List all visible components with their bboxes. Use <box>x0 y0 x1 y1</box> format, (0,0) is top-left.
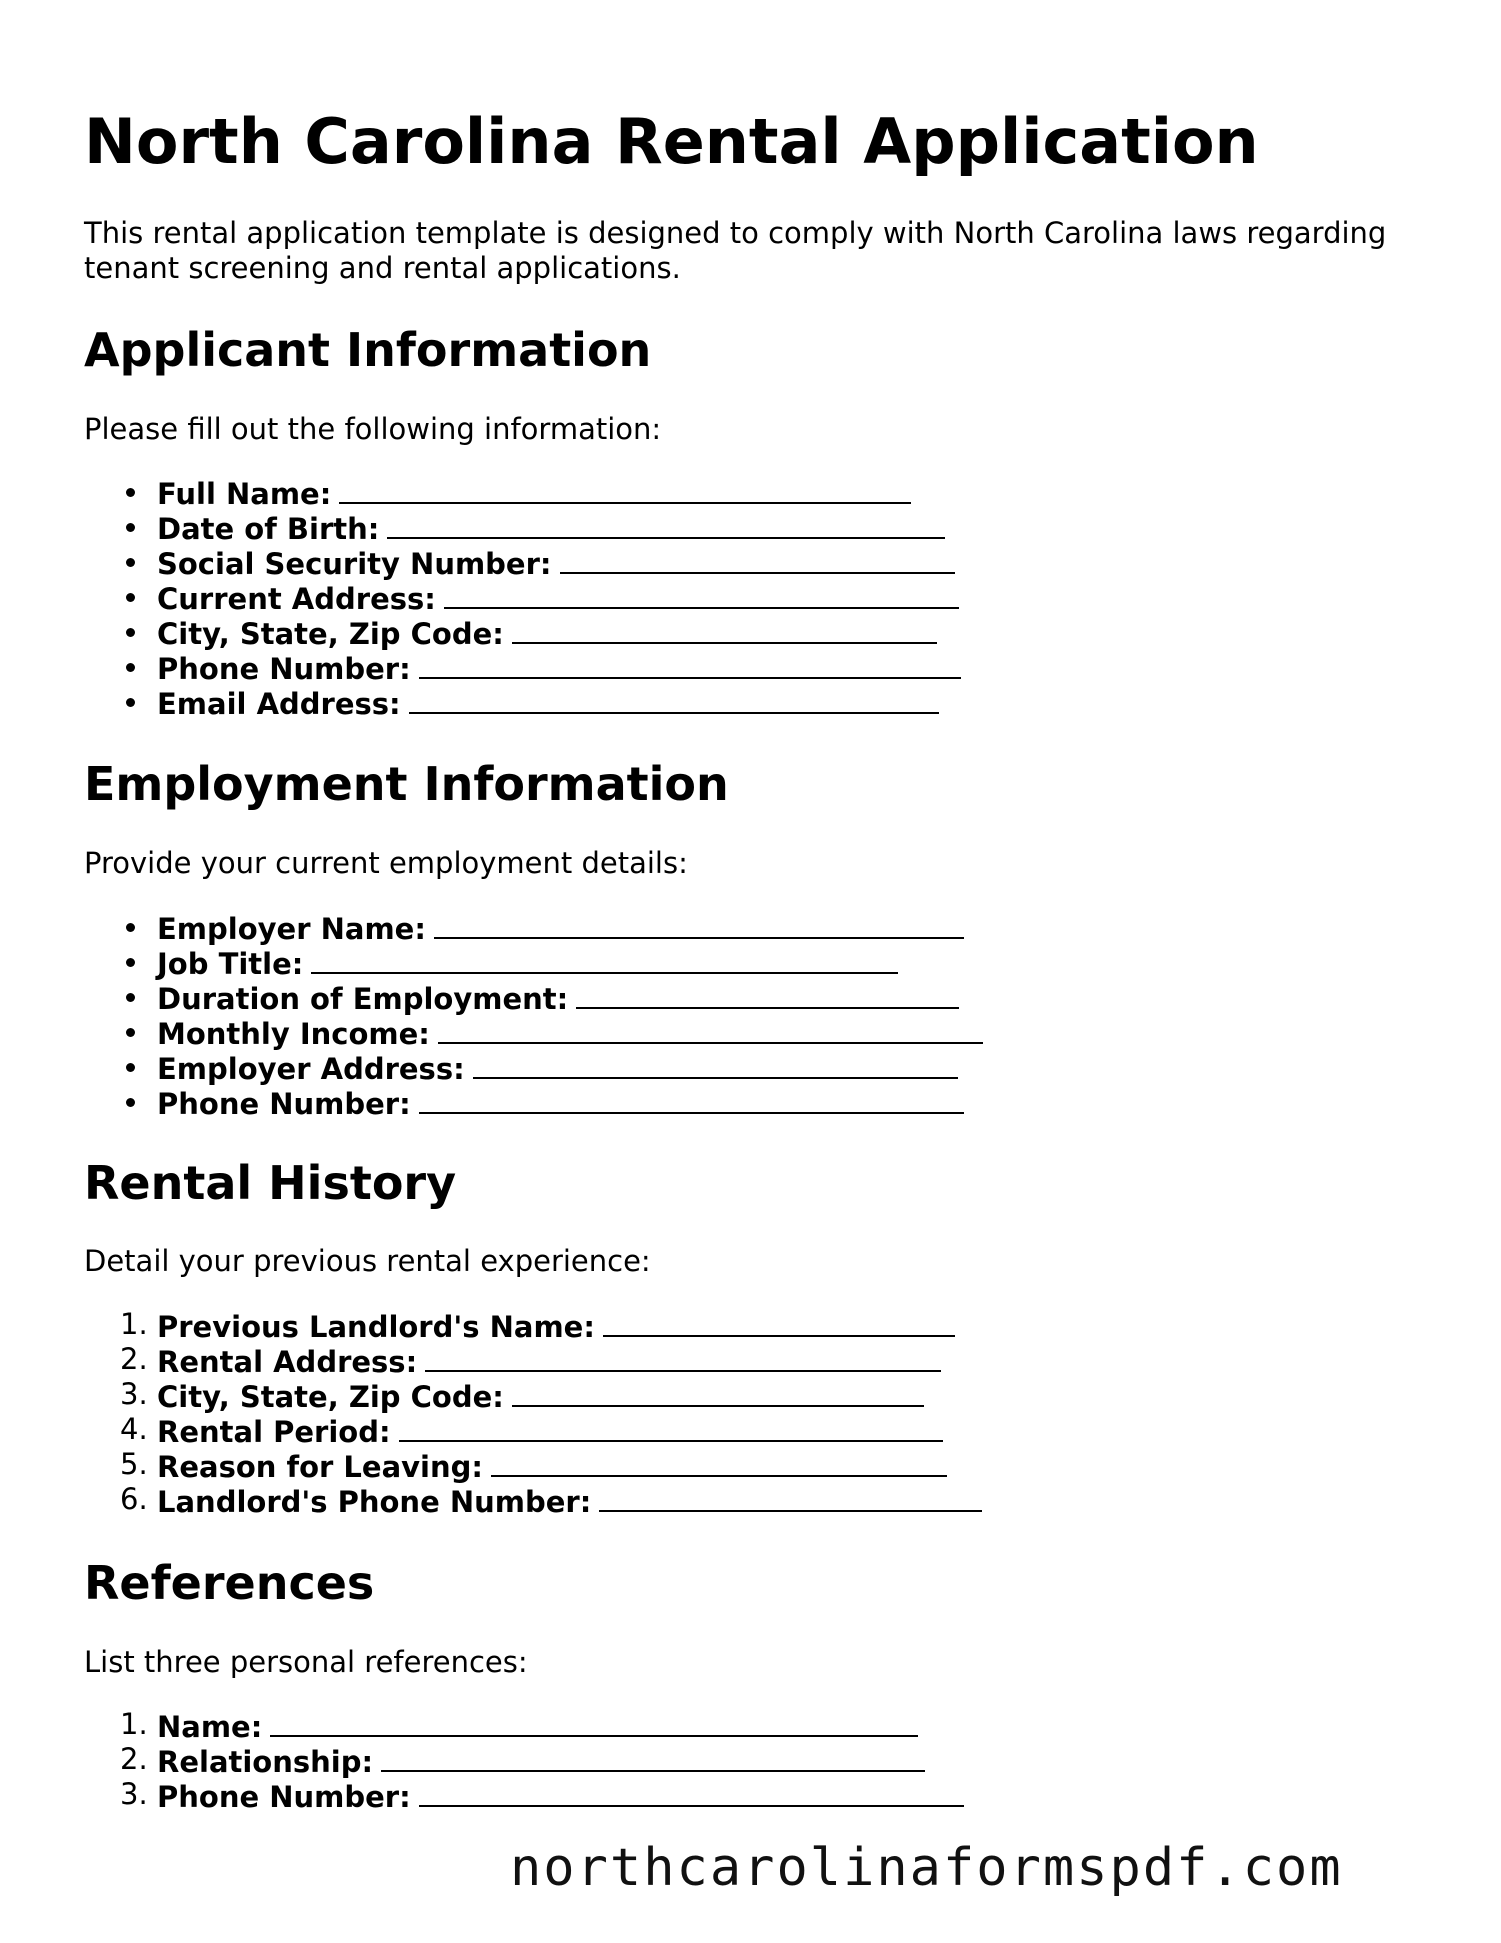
field-label: City, State, Zip Code: <box>157 1380 504 1414</box>
reference-phone-number-blank[interactable] <box>419 1777 964 1807</box>
reason-for-leaving-blank[interactable] <box>491 1447 947 1477</box>
rental-history-heading: Rental History <box>84 1156 457 1210</box>
website-watermark: northcarolinaformspdf.com <box>510 1838 1343 1898</box>
references-field-list <box>84 1707 964 1812</box>
date-of-birth-blank[interactable] <box>387 509 945 539</box>
field-label: Previous Landlord's Name: <box>157 1310 595 1344</box>
monthly-income-blank[interactable] <box>438 1014 983 1044</box>
field-label: Relationship: <box>157 1745 374 1779</box>
landlord-phone-number-blank[interactable] <box>599 1482 982 1512</box>
list-item <box>84 1482 982 1517</box>
full-name-blank[interactable] <box>339 474 911 504</box>
field-label: Duration of Employment: <box>157 982 569 1016</box>
item-number: 5. <box>120 1447 148 1481</box>
list-item <box>84 1307 982 1342</box>
reference-relationship-blank[interactable] <box>381 1742 925 1772</box>
list-item <box>84 684 961 719</box>
current-address-blank[interactable] <box>444 579 959 609</box>
list-item <box>84 614 961 649</box>
item-number: 3. <box>120 1777 148 1811</box>
list-item <box>84 1707 964 1742</box>
phone-number-blank[interactable] <box>419 649 961 679</box>
field-label: Full Name: <box>157 477 332 511</box>
field-label: Phone Number: <box>157 1087 411 1121</box>
list-item <box>84 1777 964 1812</box>
employer-name-blank[interactable] <box>434 909 964 939</box>
field-label: Job Title: <box>157 947 304 981</box>
field-label: Employer Name: <box>157 912 426 946</box>
rental-period-blank[interactable] <box>399 1412 943 1442</box>
field-label: Current Address: <box>157 582 436 616</box>
ssn-blank[interactable] <box>560 544 955 574</box>
item-number: 2. <box>120 1742 148 1776</box>
list-item <box>84 909 983 944</box>
list-item <box>84 649 961 684</box>
rental-history-lead: Detail your previous rental experience: <box>84 1244 651 1278</box>
employment-heading: Employment Information <box>84 757 729 811</box>
field-label: Employer Address: <box>157 1052 465 1086</box>
list-item <box>84 1412 982 1447</box>
email-address-blank[interactable] <box>409 684 939 714</box>
employment-lead: Provide your current employment details: <box>84 846 688 880</box>
page-title: North Carolina Rental Application <box>84 105 1259 178</box>
reference-name-blank[interactable] <box>270 1707 918 1737</box>
item-number: 1. <box>120 1307 148 1341</box>
applicant-field-list <box>84 474 961 719</box>
applicant-heading: Applicant Information <box>84 323 652 377</box>
previous-landlord-name-blank[interactable] <box>603 1307 955 1337</box>
item-number: 2. <box>120 1342 148 1376</box>
list-item <box>84 1377 982 1412</box>
intro-text: This rental application template is designed to comply with North Carolina laws regarding tenant screening and rental applications. <box>84 216 1387 285</box>
list-item <box>84 1014 983 1049</box>
field-label: Email Address: <box>157 687 401 721</box>
field-label: Monthly Income: <box>157 1017 430 1051</box>
field-label: Reason for Leaving: <box>157 1450 483 1484</box>
references-lead: List three personal references: <box>84 1645 528 1679</box>
item-number: 4. <box>120 1412 148 1446</box>
employer-address-blank[interactable] <box>473 1049 958 1079</box>
field-label: Name: <box>157 1710 263 1744</box>
list-item <box>84 544 961 579</box>
list-item <box>84 979 983 1014</box>
field-label: City, State, Zip Code: <box>157 617 504 651</box>
employment-field-list <box>84 909 983 1119</box>
list-item <box>84 509 961 544</box>
list-item <box>84 1742 964 1777</box>
city-state-zip-blank[interactable] <box>512 614 937 644</box>
field-label: Rental Address: <box>157 1345 418 1379</box>
field-label: Rental Period: <box>157 1415 391 1449</box>
employer-phone-blank[interactable] <box>419 1084 964 1114</box>
list-item <box>84 1084 983 1119</box>
field-label: Phone Number: <box>157 1780 411 1814</box>
list-item <box>84 1447 982 1482</box>
field-label: Landlord's Phone Number: <box>157 1485 592 1519</box>
rental-history-field-list <box>84 1307 982 1517</box>
applicant-lead: Please fill out the following information: <box>84 412 662 446</box>
list-item <box>84 944 983 979</box>
list-item <box>84 1342 982 1377</box>
list-item <box>84 474 961 509</box>
item-number: 6. <box>120 1482 148 1516</box>
rental-city-state-zip-blank[interactable] <box>512 1377 924 1407</box>
rental-address-blank[interactable] <box>425 1342 941 1372</box>
list-item <box>84 579 961 614</box>
references-heading: References <box>84 1556 375 1610</box>
field-label: Date of Birth: <box>157 512 380 546</box>
job-title-blank[interactable] <box>311 944 898 974</box>
item-number: 3. <box>120 1377 148 1411</box>
item-number: 1. <box>120 1707 148 1741</box>
list-item <box>84 1049 983 1084</box>
field-label: Social Security Number: <box>157 547 552 581</box>
duration-of-employment-blank[interactable] <box>576 979 959 1009</box>
field-label: Phone Number: <box>157 652 411 686</box>
